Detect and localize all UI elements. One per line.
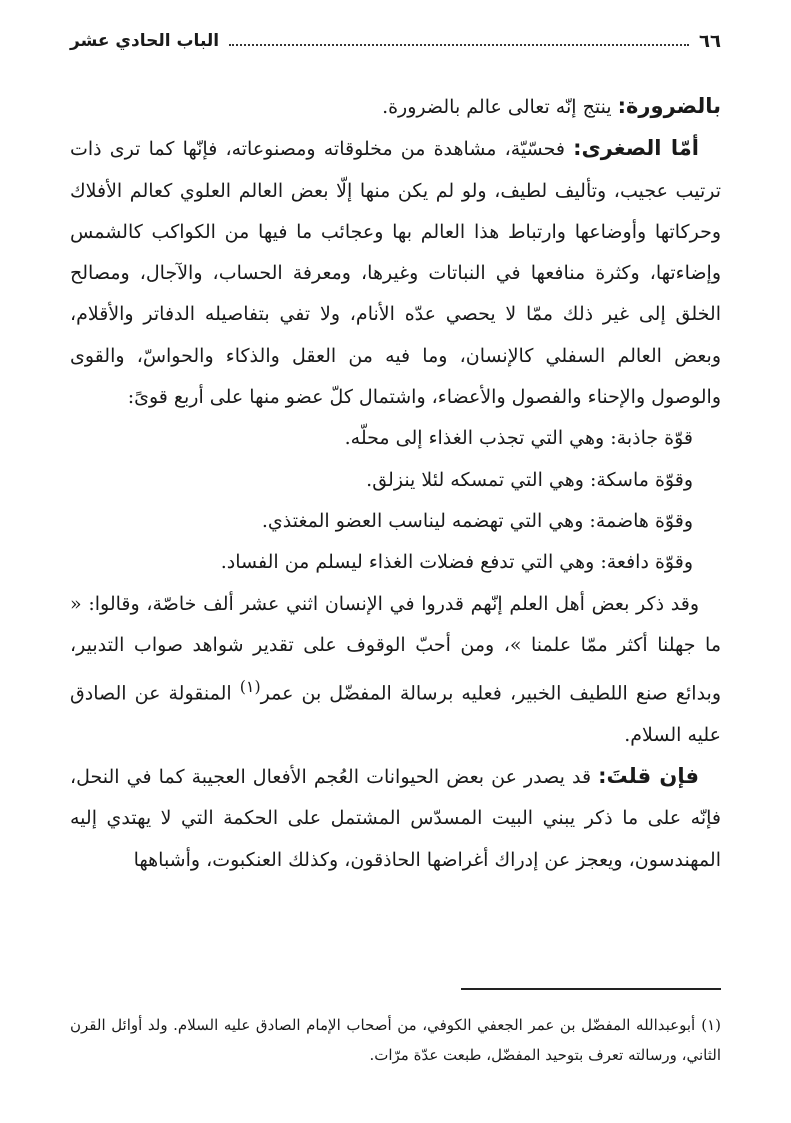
footnote-marker: (١) bbox=[701, 1016, 721, 1034]
chapter-title: الباب الحادي عشر bbox=[70, 31, 220, 51]
paragraph bbox=[70, 86, 721, 128]
paragraph-heading: فإن قلتَ: bbox=[598, 764, 699, 789]
main-text bbox=[70, 86, 721, 881]
footnote-reference[interactable]: (١) bbox=[239, 677, 261, 697]
list-item: وقوّة ماسكة: وهي التي تمسكه لئلا ينزلق. bbox=[366, 468, 693, 491]
footnotes bbox=[70, 1010, 721, 1070]
footnote bbox=[70, 1010, 721, 1070]
page-number: ٦٦ bbox=[699, 30, 721, 52]
paragraph-heading: أمّا الصغرى: bbox=[573, 136, 699, 161]
paragraph bbox=[70, 584, 721, 757]
list-item: وقوّة هاضمة: وهي التي تهضمه ليناسب العضو المغتذي. bbox=[261, 509, 693, 532]
footnote-separator bbox=[461, 988, 721, 990]
paragraph-heading: بالضرورة: bbox=[617, 94, 721, 118]
paragraph-text: فحسّيّة، مشاهدة من مخلوقاته ومصنوعاته، فإنّها كما ترى ذات ترتيب عجيب، وتأليف لطيف، ولو لم يكن منها إلّا بعض العالم العلوي كعالم الأفلاك وحركاتها وأوضاعها وارتباط هذا العالم بها وعجائب ما فيها من الكواكب كالشمس وإضاءتها، وكثرة منافعها في النباتات وغيرها، ومعرفة الحساب، والآجال، ومصالح الخلق إلى غير ذلك ممّا لا يحصي عدّه الأنام، ولا تفي بتفاصيله الدفاتر والأقلام، وبعض العالم السفلي كالإنسان، وما فيه من العقل والذكاء والحواسّ، والقوى والوصول والإحناء والفصول والأعضاء، واشتمال كلّ عضو منها على أربع قوىً: bbox=[70, 138, 721, 409]
list-item: قوّة جاذبة: وهي التي تجذب الغذاء إلى محلّه. bbox=[344, 427, 693, 450]
paragraph-text: قد يصدر عن بعض الحيوانات العُجم الأفعال العجيبة كما في النحل، فإنّه على ما ذكر يبني البيت المسدّس المشتمل على الحكمة التي لا يهتدي إليه المهندسون، ويعجز عن إدراك أغراضها الحاذقون، وكذلك العنكبوت، وأشباهها bbox=[70, 766, 721, 871]
paragraph-text: وقد ذكر بعض أهل العلم إنّهم قدروا في الإنسان اثني عشر ألف خاصّة، وقالوا: « ما جهلنا أكثر ممّا علمنا »، ومن أحبّ الوقوف على تقدير شواهد صواب التدبير، وبدائع صنع اللطيف الخبير، فعليه برسالة المفضّل بن عمر bbox=[70, 592, 722, 705]
paragraph bbox=[70, 756, 721, 881]
footnote-text: أبوعبدالله المفضّل بن عمر الجعفي الكوفي، من أصحاب الإمام الصادق عليه السلام. ولد أوائل القرن الثاني، ورسالته تعرف بتوحيد المفضّل، طبعت عدّة مرّات. bbox=[70, 1016, 721, 1064]
paragraph-text: ينتج إنّه تعالى عالم بالضرورة. bbox=[382, 96, 618, 118]
dotted-leader bbox=[229, 44, 689, 46]
running-header bbox=[70, 24, 721, 58]
list-item: وقوّة دافعة: وهي التي تدفع فضلات الغذاء ليسلم من الفساد. bbox=[220, 551, 693, 574]
paragraph-text: المنقولة عن الصادق عليه السلام. bbox=[70, 682, 721, 746]
paragraph bbox=[70, 128, 721, 418]
